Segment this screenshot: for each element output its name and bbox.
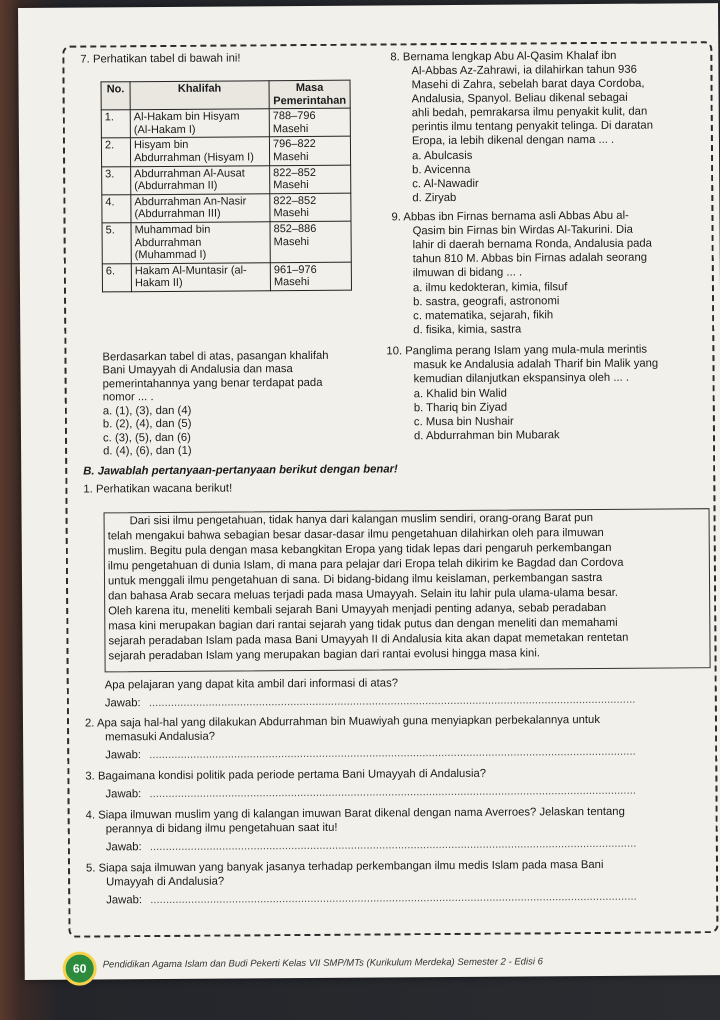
question-2-line: 2. Apa saja hal-hal yang dilakukan Abdurrahman bin Muawiyah guna menyiapkan perbekalannya untuk — [84, 713, 601, 730]
khalifah-line: (Abdurrahman II) — [134, 179, 218, 193]
khalifah-line: (Muhammad I) — [134, 248, 207, 262]
khalifah-line: (Al-Hakam I) — [133, 123, 196, 136]
row-khalifah — [130, 137, 269, 166]
table-row — [101, 137, 350, 167]
q10-option-d[interactable]: d. Abdurrahman bin Mubarak — [413, 429, 560, 443]
q8-option-d[interactable]: d. Ziryab — [412, 191, 457, 205]
khalifah-table — [101, 80, 352, 293]
row-no: 4. — [102, 194, 131, 222]
header-masa: Masa Pemerintahan — [269, 80, 350, 109]
q9-line: 9. Abbas ibn Firnas bernama asli Abbas Abu al- — [391, 209, 629, 224]
q7-option-d[interactable]: d. (4), (6), dan (1) — [103, 444, 192, 458]
table-header-row — [101, 80, 350, 110]
q8-line: ahli bedah, pemrakarsa ilmu penyakit kulit, dan — [411, 105, 648, 120]
header-khalifah: Khalifah — [130, 81, 269, 110]
masa-years: 796–822 — [272, 138, 316, 151]
q9-option-c[interactable]: c. matematika, sejarah, fikih — [413, 309, 554, 323]
row-khalifah — [131, 165, 270, 194]
answer-label: Jawab: — [105, 749, 142, 762]
masa-era: Masehi — [273, 150, 309, 164]
row-masa — [270, 193, 351, 222]
row-masa — [269, 137, 350, 166]
q10-line: 10. Panglima perang Islam yang mula-mula merintis — [386, 343, 648, 358]
q8-option-b[interactable]: b. Avicenna — [412, 163, 471, 177]
q7-question-line: nomor ... . — [102, 391, 154, 404]
question-4-line: 4. Siapa ilmuwan muslim yang di kalangan imuwan Barat dikenal dengan nama Averroes? Jelaskan tentang — [85, 805, 625, 822]
masa-era: Masehi — [272, 122, 309, 136]
book-page — [18, 3, 720, 980]
answer-label: Jawab: — [105, 788, 142, 801]
row-masa — [270, 221, 351, 262]
masa-years: 788–796 — [272, 110, 316, 123]
passage-line: dan bahasa Arab secara meluas terjadi pada masa Umayyah. Selain itu lahir pula ulama-ulama besar. — [108, 586, 619, 603]
question-2-line: memasuki Andalusia? — [105, 730, 216, 744]
answer-label: Jawab: — [104, 697, 141, 710]
question-1: Apa pelajaran yang dapat kita ambil dari informasi di atas? — [104, 677, 399, 692]
q7-question-line: Bani Umayyah di Andalusia dan masa — [102, 363, 293, 377]
masa-era: Masehi — [273, 235, 310, 248]
section-b-item1: 1. Perhatikan wacana berikut! — [83, 482, 233, 496]
answer-label: Jawab: — [106, 894, 143, 907]
masa-years: 852–886 — [273, 222, 317, 236]
passage-line: masa kini merupakan bagian dari rantai sejarah yang tidak putus dan dengan meneliti dan memahami — [108, 616, 618, 633]
khalifah-line: Hisyam bin — [133, 139, 189, 152]
q9-line: tahun 810 M. Abbas bin Firnas adalah seorang — [412, 251, 648, 266]
answer-line-5[interactable]: ........................................................................................................................................................... — [150, 890, 637, 907]
question-3: 3. Bagaimana kondisi politik pada periode pertama Bani Umayyah di Andalusia? — [85, 767, 487, 783]
row-no: 5. — [102, 223, 131, 264]
q10-line: kemudian dilanjutkan ekspansinya oleh ... . — [413, 371, 630, 386]
row-no: 2. — [101, 138, 130, 166]
q8-line: Eropa, ia lebih dikenal dengan nama ... . — [411, 133, 615, 148]
passage-line: sejarah peradaban Islam pada masa Bani Umayyah II di Andalusia kita akan dapat memetakan rentetan — [108, 631, 629, 648]
q8-line: Al-Abbas Az-Zahrawi, ia dilahirkan tahun 936 — [411, 63, 637, 78]
q7-question-line: pemerintahannya yang benar terdapat pada — [102, 376, 323, 391]
answer-line-4[interactable]: ........................................................................................................................................................... — [149, 837, 637, 854]
answer-line-2[interactable]: ........................................................................................................................................................... — [149, 745, 636, 762]
masa-years: 822–852 — [273, 166, 317, 179]
q8-line: Andalusia, Spanyol. Beliau dikenal sebagai — [411, 91, 628, 106]
khalifah-line: Abdurrahman Al-Ausat — [134, 166, 245, 180]
passage-line: muslim. Begitu pula dengan masa kebangkitan Eropa yang tidak lepas dari pengaruh perkembangan — [107, 541, 612, 558]
q9-option-d[interactable]: d. fisika, kimia, sastra — [413, 323, 522, 337]
question-4-line: perannya di bidang ilmu pengetahuan saat itu! — [105, 821, 338, 836]
row-khalifah — [131, 222, 270, 264]
passage-line: untuk menggali ilmu pengetahuan di sana. Di bidang-bidang ilmu keislaman, perkembangan sastra — [107, 571, 603, 588]
row-masa — [270, 165, 351, 194]
q7-intro: 7. Perhatikan tabel di bawah ini! — [80, 52, 241, 66]
passage-line: Oleh karena itu, meneliti kembali sejarah Bani Umayyah menjadi penting adanya, sebab peradaban — [108, 601, 607, 618]
khalifah-line: Abdurrahman — [134, 236, 202, 249]
row-masa — [270, 262, 351, 291]
passage-line: sejarah peradaban Islam yang merupakan bagian dari rantai evolusi hingga masa kini. — [108, 647, 540, 663]
row-no: 3. — [102, 166, 131, 194]
row-no: 6. — [102, 263, 131, 291]
q8-line: Masehi di Zahra, sebelah barat daya Cordoba, — [411, 77, 645, 92]
masa-years: 961–976 — [273, 263, 317, 276]
masa-era: Masehi — [273, 179, 309, 192]
q8-line: 8. Bernama lengkap Abu Al-Qasim Khalaf ibn — [390, 49, 617, 64]
row-khalifah — [131, 262, 270, 291]
table-row — [102, 262, 351, 292]
row-khalifah — [131, 193, 270, 222]
q10-option-b[interactable]: b. Thariq bin Ziyad — [413, 401, 508, 415]
answer-line-3[interactable]: ........................................................................................................................................................... — [149, 784, 637, 801]
row-masa — [269, 108, 350, 137]
q9-line: Qasim bin Firnas bin Wirdas Al-Takurini. Dia — [412, 223, 633, 238]
table-row — [102, 193, 351, 223]
passage-line: Dari sisi ilmu pengetahuan, tidak hanya dari kalangan muslim sendiri, orang-orang Barat pun — [129, 511, 594, 528]
row-no: 1. — [101, 110, 130, 138]
row-khalifah — [130, 109, 269, 138]
khalifah-line: Al-Hakam bin Hisyam — [133, 110, 240, 124]
khalifah-line: Hakam II) — [134, 277, 183, 290]
q9-line: ilmuwan di bidang ... . — [412, 266, 523, 280]
header-no: No. — [101, 82, 130, 110]
q10-option-a[interactable]: a. Khalid bin Walid — [413, 387, 507, 401]
q7-option-a[interactable]: a. (1), (3), dan (4) — [102, 404, 192, 418]
q9-line: lahir di daerah bernama Ronda, Andalusia pada — [412, 237, 652, 252]
q8-line: perintis ilmu tentang penyakit telinga. Di daratan — [411, 119, 654, 134]
q8-option-c[interactable]: c. Al-Nawadir — [412, 177, 479, 191]
section-b-title: B. Jawablah pertanyaan-pertanyaan berikut dengan benar! — [83, 463, 398, 478]
masa-era: Masehi — [273, 207, 309, 220]
q7-option-b[interactable]: b. (2), (4), dan (5) — [102, 417, 192, 431]
q9-option-a[interactable]: a. ilmu kedokteran, kimia, filsuf — [412, 281, 568, 295]
q8-option-a[interactable]: a. Abulcasis — [412, 149, 473, 163]
q7-option-c[interactable]: c. (3), (5), dan (6) — [102, 431, 191, 445]
question-5-line: 5. Siapa saja ilmuwan yang banyak jasanya terhadap perkembangan ilmu medis Islam pada masa Bani — [85, 858, 604, 875]
table-row — [101, 108, 350, 138]
khalifah-line: Hakam Al-Muntasir (al- — [134, 264, 247, 277]
q7-question-line: Berdasarkan tabel di atas, pasangan khalifah — [102, 349, 329, 364]
answer-label: Jawab: — [105, 841, 142, 854]
masa-years: 822–852 — [273, 194, 317, 207]
footer-book-title: Pendidikan Agama Islam dan Budi Pekerti Kelas VII SMP/MTs (Kurikulum Merdeka) Semester 2 - Edisi 6 — [102, 956, 543, 971]
table-row — [102, 221, 351, 264]
q10-line: masuk ke Andalusia adalah Tharif bin Malik yang — [413, 357, 659, 372]
q9-option-b[interactable]: b. sastra, geografi, astronomi — [413, 295, 560, 309]
passage-line: telah mengakui bahwa sebagian besar dasar-dasar ilmu pengetahuan dilahirkan oleh para ilmuwan — [107, 526, 604, 543]
passage-line: ilmu pengetahuan di dunia Islam, di mana para pelajar dari Eropa telah dikirim ke Bagdad dan Cordova — [107, 556, 624, 573]
khalifah-line: Abdurrahman (Hisyam I) — [134, 151, 254, 165]
answer-line-1[interactable]: ........................................................................................................................................................... — [148, 693, 636, 710]
khalifah-line: Abdurrahman An-Nasir — [134, 195, 247, 208]
khalifah-line: Muhammad bin — [134, 223, 211, 237]
khalifah-line: (Abdurrahman III) — [134, 207, 221, 221]
masa-era: Masehi — [273, 276, 310, 289]
q10-option-c[interactable]: c. Musa bin Nushair — [413, 415, 514, 429]
question-5-line: Umayyah di Andalusia? — [106, 875, 225, 889]
table-row — [102, 165, 351, 195]
page-number-badge: 60 — [63, 951, 97, 985]
